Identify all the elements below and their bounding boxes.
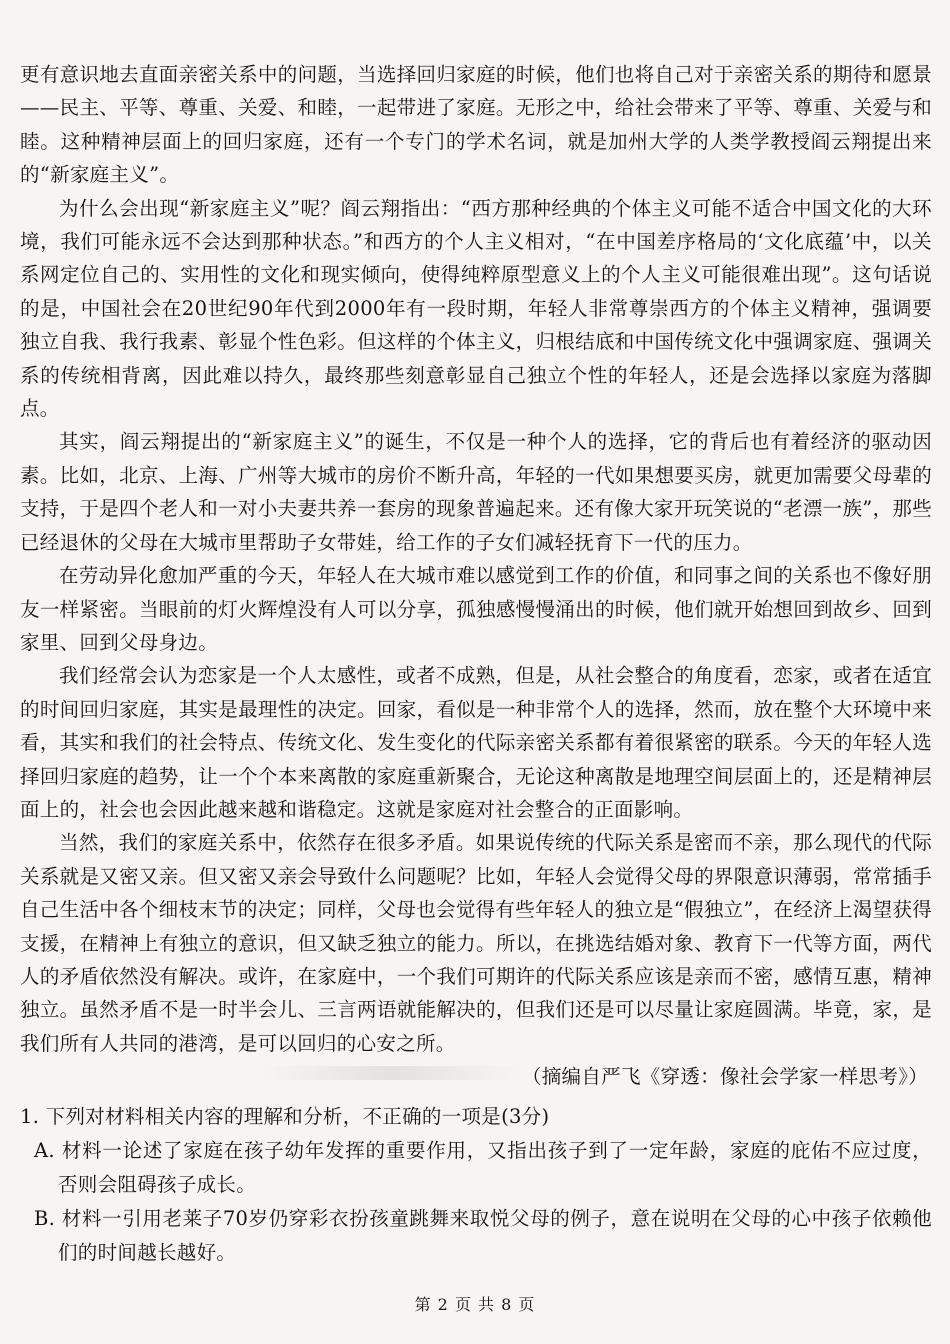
article-body	[20, 58, 932, 1270]
paragraph-5: 我们经常会认为恋家是一个人太感性，或者不成熟，但是，从社会整合的角度看，恋家，或者在适宜的时间回归家庭，其实是最理性的决定。回家，看似是一种非常个人的选择，然而，放在整个大环境中来看，其实和我们的社会特点、传统文化、发生变化的代际亲密关系都有着很紧密的联系。今天的年轻人选择回归家庭的趋势，让一个个本来离散的家庭重新聚合，无论这种离散是地理空间层面上的，还是精神层面上的，社会也会因此越来越和谐稳定。这就是家庭对社会整合的正面影响。	[20, 664, 932, 821]
option-a: A. 材料一论述了家庭在孩子幼年发挥的重要作用，又指出孩子到了一定年龄，家庭的庇佑不应过度，否则会阻碍孩子成长。	[34, 1138, 932, 1196]
question-stem: 1. 下列对材料相关内容的理解和分析，不正确的一项是(3分)	[20, 1104, 550, 1128]
paragraph-6: 当然，我们的家庭关系中，依然存在很多矛盾。如果说传统的代际关系是密而不亲，那么现代的代际关系就是又密又亲。但又密又亲会导致什么问题呢？比如，年轻人会觉得父母的界限意识薄弱，常常插手自己生活中各个细枝末节的决定；同样，父母也会觉得有些年轻人的独立是“假独立”，在经济上渴望获得支援，在精神上有独立的意识，但又缺乏独立的能力。所以，在挑选结婚对象、教育下一代等方面，两代人的矛盾依然没有解决。或许，在家庭中，一个我们可期许的代际关系应该是亲而不密，感情互惠，精神独立。虽然矛盾不是一时半会儿、三言两语就能解决的，但我们还是可以尽量让家庭圆满。毕竟，家，是我们所有人共同的港湾，是可以回归的心安之所。	[20, 831, 932, 1055]
paragraph-1: 更有意识地去直面亲密关系中的问题，当选择回归家庭的时候，他们也将自己对于亲密关系的期待和愿景——民主、平等、尊重、关爱、和睦，一起带进了家庭。无形之中，给社会带来了平等、尊重、关爱与和睦。这种精神层面上的回归家庭，还有一个专门的学术名词，就是加州大学的人类学教授阎云翔提出来的“新家庭主义”。	[20, 63, 932, 187]
paragraph-3: 其实，阎云翔提出的“新家庭主义”的诞生，不仅是一种个人的选择，它的背后也有着经济的驱动因素。比如，北京、上海、广州等大城市的房价不断升高，年轻的一代如果想要买房，就更加需要父母辈的支持，于是四个老人和一对小夫妻共养一套房的现象普遍起来。还有像大家开玩笑说的“老漂一族”，那些已经退休的父母在大城市里帮助子女带娃，给工作的子女们减轻抚育下一代的压力。	[20, 430, 932, 554]
source-citation: （摘编自严飞《穿透：像社会学家一样思考》）	[521, 1065, 928, 1089]
question-1	[20, 1100, 932, 1270]
scan-smudge	[262, 1066, 522, 1080]
page-number: 第 2 页 共 8 页	[414, 1295, 536, 1314]
option-b: B. 材料一引用老莱子70岁仍穿彩衣扮孩童跳舞来取悦父母的例子，意在说明在父母的心中孩子依赖他们的时间越长越好。	[34, 1206, 932, 1264]
paragraph-4: 在劳动异化愈加严重的今天，年轻人在大城市难以感觉到工作的价值，和同事之间的关系也不像好朋友一样紧密。当眼前的灯火辉煌没有人可以分享，孤独感慢慢涌出的时候，他们就开始想回到故乡、回到家里、回到父母身边。	[20, 564, 932, 654]
paragraph-2: 为什么会出现“新家庭主义”呢？阎云翔指出：“西方那种经典的个体主义可能不适合中国文化的大环境，我们可能永远不会达到那种状态。”和西方的个人主义相对，“在中国差序格局的‘文化底蕴’中，以关系网定位自己的、实用性的文化和现实倾向，使得纯粹原型意义上的个人主义可能很难出现”。这句话说的是，中国社会在20世纪90年代到2000年有一段时期，年轻人非常尊崇西方的个体主义精神，强调要独立自我、我行我素、彰显个性色彩。但这样的个体主义，归根结底和中国传统文化中强调家庭、强调关系的传统相背离，因此难以持久，最终那些刻意彰显自己独立个性的年轻人，还是会选择以家庭为落脚点。	[20, 196, 932, 421]
